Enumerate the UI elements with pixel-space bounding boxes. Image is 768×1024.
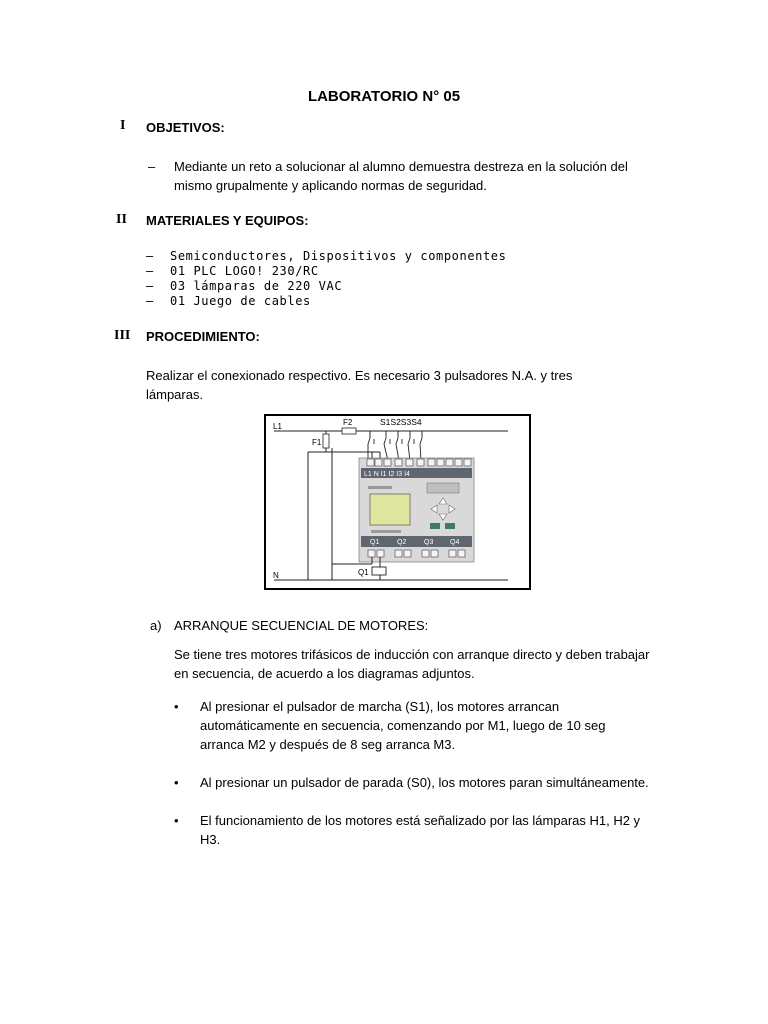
material-text: 01 Juego de cables	[170, 294, 311, 308]
l1-label: L1	[273, 422, 282, 431]
plc-brand-marking	[368, 486, 392, 489]
plc-esc-button	[430, 523, 440, 529]
section-numeral-i: I	[120, 118, 126, 133]
section-numeral-ii: II	[116, 212, 127, 227]
bullet-text: Al presionar un pulsador de parada (S0), los motores paran simultáneamente.	[200, 775, 649, 790]
material-text: 01 PLC LOGO! 230/RC	[170, 264, 319, 278]
section-numeral-iii: III	[114, 328, 131, 343]
section-heading-objetivos: OBJETIVOS:	[146, 120, 225, 135]
section-heading-procedimiento: PROCEDIMIENTO:	[146, 329, 260, 344]
list-dash: –	[146, 279, 154, 293]
fuse-f1	[323, 434, 329, 448]
list-item	[146, 264, 546, 279]
subsection-heading: ARRANQUE SECUENCIAL DE MOTORES:	[174, 618, 429, 633]
f1-label: F1	[312, 438, 322, 447]
plc-esc-panel	[427, 483, 459, 493]
fuse-f2	[342, 428, 356, 434]
objective-item	[148, 157, 658, 195]
objective-text: Mediante un reto a solucionar al alumno demuestra destreza en la solución del mismo grupalmente y aplicando normas de seguridad.	[174, 159, 628, 193]
f2-label: F2	[343, 418, 353, 427]
subsection-marker: a)	[150, 618, 162, 633]
q1-load	[372, 567, 386, 575]
list-item	[146, 294, 546, 309]
list-item	[172, 811, 650, 849]
procedure-paragraph: Realizar el conexionado respectivo. Es necesario 3 pulsadores N.A. y tres lámparas.	[146, 368, 573, 402]
bullet-icon: •	[174, 699, 179, 714]
output-label-q4: Q4	[450, 539, 460, 546]
list-dash: –	[146, 294, 154, 308]
plc-ok-button	[445, 523, 455, 529]
section-heading-materiales: MATERIALES Y EQUIPOS:	[146, 213, 309, 228]
plc-display	[370, 494, 410, 525]
subsection-intro: Se tiene tres motores trifásicos de inducción con arranque directo y deben trabajar en secuencia, de acuerdo a los diagramas adjuntos.	[174, 647, 650, 681]
bullet-icon: •	[174, 775, 179, 790]
output-label-q3: Q3	[424, 539, 434, 546]
input-terminal-labels: L1 N I1 I2 I3 I4	[364, 471, 410, 478]
list-dash: –	[146, 249, 154, 263]
bullet-text: El funcionamiento de los motores está señalizado por las lámparas H1, H2 y H3.	[200, 813, 641, 847]
switches-label: S1S2S3S4	[380, 417, 422, 427]
list-item	[146, 279, 546, 294]
material-text: Semiconductores, Dispositivos y componentes	[170, 249, 507, 263]
bullet-icon: •	[174, 813, 179, 828]
q1-load-label: Q1	[358, 568, 369, 577]
n-label: N	[273, 571, 279, 580]
list-item	[146, 249, 546, 264]
document-title: LABORATORIO N° 05	[307, 88, 461, 105]
bullet-text: Al presionar el pulsador de marcha (S1), los motores arrancan automáticamente en secuencia, comenzando por M1, luego de 10 seg arranca M2 y después de 8 seg arranca M3.	[200, 699, 606, 752]
list-dash: –	[146, 264, 154, 278]
materials-list	[146, 249, 546, 309]
plc-model-marking	[371, 530, 401, 533]
bullet-list	[172, 697, 650, 849]
material-text: 03 lámparas de 220 VAC	[170, 279, 343, 293]
list-item	[172, 773, 650, 792]
list-item	[172, 697, 650, 754]
list-dash: –	[148, 159, 156, 174]
output-label-q1: Q1	[370, 539, 380, 546]
output-label-q2: Q2	[397, 539, 407, 546]
plc-wiring-diagram	[264, 414, 531, 590]
